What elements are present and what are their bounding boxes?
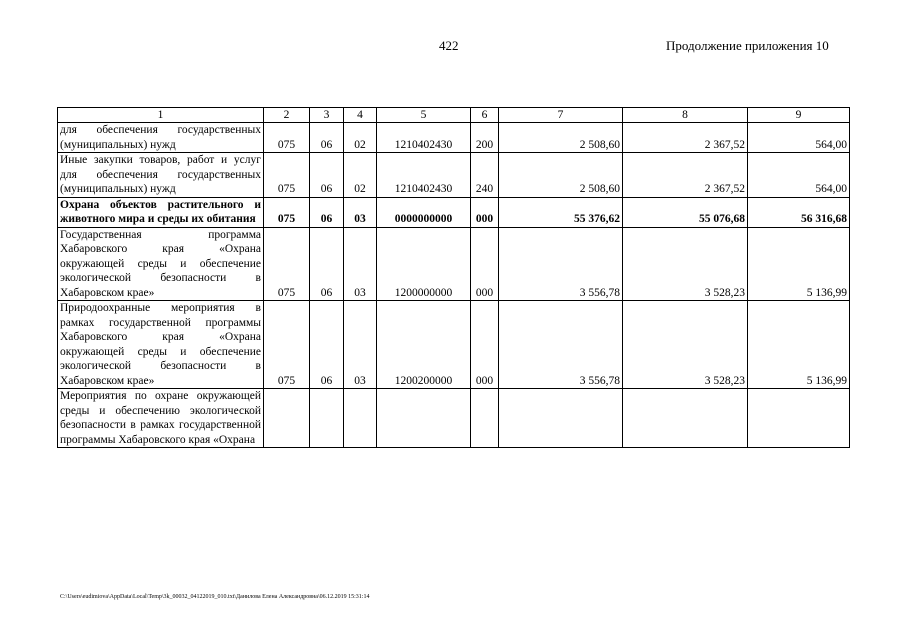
expense-type-cell: 000: [471, 227, 499, 301]
column-header: 4: [344, 108, 377, 123]
ministry-code-cell: 075: [264, 153, 310, 198]
amount-cell: 3 528,23: [623, 301, 748, 389]
expense-type-cell: 000: [471, 301, 499, 389]
section-cell: 06: [310, 301, 344, 389]
column-header: 8: [623, 108, 748, 123]
column-header: 1: [58, 108, 264, 123]
appendix-continuation-note: Продолжение приложения 10: [666, 38, 829, 53]
expense-type-cell: 000: [471, 197, 499, 227]
amount-cell: [499, 389, 623, 448]
section-cell: [310, 389, 344, 448]
target-article-cell: 1210402430: [377, 153, 471, 198]
page-number: 422: [439, 38, 459, 53]
ministry-code-cell: 075: [264, 227, 310, 301]
expense-type-cell: 240: [471, 153, 499, 198]
table-row-continued: [58, 389, 850, 448]
amount-cell: 56 316,68: [748, 197, 850, 227]
ministry-code-cell: 075: [264, 301, 310, 389]
subsection-cell: [344, 389, 377, 448]
amount-cell: 564,00: [748, 123, 850, 153]
section-cell: 06: [310, 227, 344, 301]
column-header: 7: [499, 108, 623, 123]
target-article-cell: 0000000000: [377, 197, 471, 227]
table-row: [58, 153, 850, 198]
expense-type-cell: 200: [471, 123, 499, 153]
section-cell: 06: [310, 197, 344, 227]
amount-cell: 55 376,62: [499, 197, 623, 227]
row-name-cell: Мероприятия по охране окружающей среды и обеспечению экологической безопасности в рамках государственной программы Хабаровского края «Охрана: [58, 389, 264, 448]
amount-cell: 3 556,78: [499, 227, 623, 301]
target-article-cell: 1200200000: [377, 301, 471, 389]
amount-cell: [623, 389, 748, 448]
file-path-footer: C:\Users\eudimiova\AppData\Local\Temp\3k_00032_04122019_010.txt\Данилова Елена Александровна\06.12.2019 15:31:14: [60, 594, 370, 600]
amount-cell: 2 367,52: [623, 153, 748, 198]
table-header-row: [58, 108, 850, 123]
table-row: [58, 301, 850, 389]
budget-table: [57, 107, 850, 448]
expense-type-cell: [471, 389, 499, 448]
table-row: [58, 123, 850, 153]
subsection-cell: 02: [344, 123, 377, 153]
target-article-cell: [377, 389, 471, 448]
row-name-cell: для обеспечения государственных (муниципальных) нужд: [58, 123, 264, 153]
section-cell: 06: [310, 123, 344, 153]
amount-cell: 2 508,60: [499, 153, 623, 198]
column-header: 6: [471, 108, 499, 123]
amount-cell: 2 367,52: [623, 123, 748, 153]
subsection-cell: 03: [344, 301, 377, 389]
amount-cell: 564,00: [748, 153, 850, 198]
ministry-code-cell: [264, 389, 310, 448]
subsection-cell: 03: [344, 227, 377, 301]
row-name-cell: Охрана объектов растительного и животного мира и среды их обитания: [58, 197, 264, 227]
amount-cell: 55 076,68: [623, 197, 748, 227]
subsection-cell: 02: [344, 153, 377, 198]
target-article-cell: 1200000000: [377, 227, 471, 301]
amount-cell: 5 136,99: [748, 227, 850, 301]
column-header: 3: [310, 108, 344, 123]
section-cell: 06: [310, 153, 344, 198]
table-row-section-total: [58, 197, 850, 227]
amount-cell: 2 508,60: [499, 123, 623, 153]
row-name-cell: Иные закупки товаров, работ и услуг для обеспечения государственных (муниципальных) нужд: [58, 153, 264, 198]
column-header: 5: [377, 108, 471, 123]
row-name-cell: Государственная программа Хабаровского края «Охрана окружающей среды и обеспечение экологической безопасности в Хабаровском крае»: [58, 227, 264, 301]
subsection-cell: 03: [344, 197, 377, 227]
row-name-cell: Природоохранные мероприятия в рамках государственной программы Хабаровского края «Охрана окружающей среды и обеспечение экологической безопасности в Хабаровском крае»: [58, 301, 264, 389]
table-row: [58, 227, 850, 301]
column-header: 9: [748, 108, 850, 123]
amount-cell: 3 528,23: [623, 227, 748, 301]
amount-cell: 5 136,99: [748, 301, 850, 389]
target-article-cell: 1210402430: [377, 123, 471, 153]
amount-cell: [748, 389, 850, 448]
column-header: 2: [264, 108, 310, 123]
ministry-code-cell: 075: [264, 123, 310, 153]
ministry-code-cell: 075: [264, 197, 310, 227]
amount-cell: 3 556,78: [499, 301, 623, 389]
